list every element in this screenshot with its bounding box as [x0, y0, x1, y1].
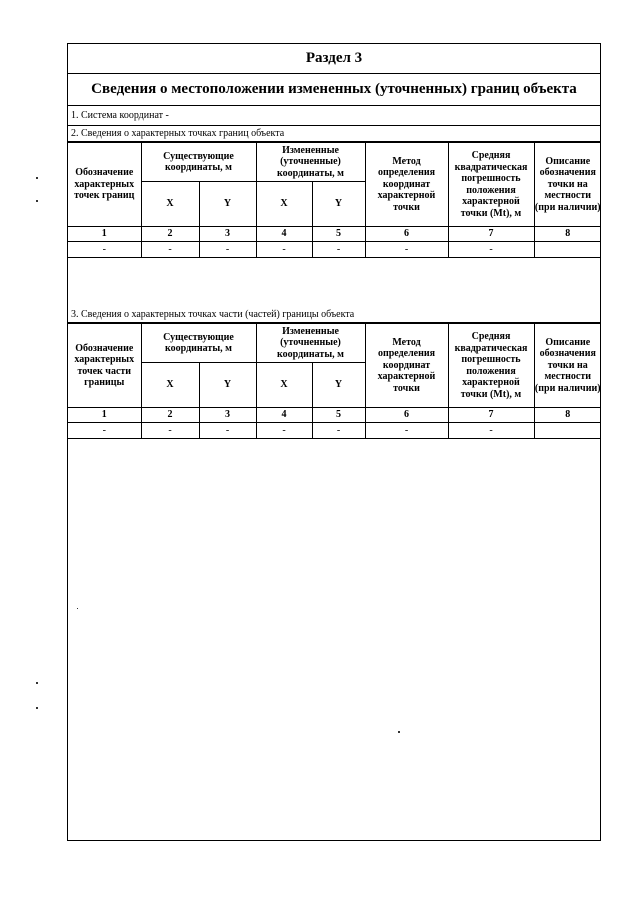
column-number: 8	[534, 408, 601, 423]
header-existing-coords: Существующие координаты, м	[141, 324, 256, 363]
table-cell: -	[312, 242, 365, 258]
column-number: 7	[448, 408, 534, 423]
header-method: Метод определения координат характерной точки	[365, 324, 448, 408]
column-number: 4	[256, 227, 312, 242]
header-method: Метод определения координат характерной точки	[365, 143, 448, 227]
scan-speck	[398, 731, 400, 733]
table-cell: -	[448, 242, 534, 258]
column-number: 3	[199, 408, 256, 423]
column-number: 5	[312, 408, 365, 423]
table-cell: -	[256, 423, 312, 439]
table-cell: -	[199, 242, 256, 258]
table-cell	[534, 242, 601, 258]
column-number: 1	[68, 227, 141, 242]
header-error: Средняя квадратическая погрешность положения характерной точки (Mt), м	[448, 143, 534, 227]
header-existing-coords: Существующие координаты, м	[141, 143, 256, 182]
column-number: 4	[256, 408, 312, 423]
section-title: Раздел 3	[68, 44, 600, 74]
scan-speck	[36, 177, 38, 179]
header-x-changed: X	[256, 363, 312, 408]
table-row	[68, 423, 601, 439]
section3-header: 3. Сведения о характерных точках части (частей) границы объекта	[68, 307, 600, 323]
scan-speck	[36, 682, 38, 684]
header-error: Средняя квадратическая погрешность положения характерной точки (Mt), м	[448, 324, 534, 408]
document-frame	[67, 43, 601, 841]
table-row	[68, 242, 601, 258]
table-cell: -	[141, 242, 199, 258]
table-cell: -	[199, 423, 256, 439]
column-number: 7	[448, 227, 534, 242]
column-number: 1	[68, 408, 141, 423]
table-cell: -	[365, 242, 448, 258]
scan-speck	[36, 200, 38, 202]
document-subtitle: Сведения о местоположении измененных (уточненных) границ объекта	[68, 74, 600, 106]
column-number: 3	[199, 227, 256, 242]
table-cell: -	[448, 423, 534, 439]
column-number: 5	[312, 227, 365, 242]
boundary-points-table	[68, 142, 601, 258]
table-cell: -	[312, 423, 365, 439]
table-cell: -	[68, 242, 141, 258]
part-boundary-points-table	[68, 323, 601, 439]
header-description: Описание обозначения точки на местности (при наличии)	[534, 324, 601, 408]
header-point-designation: Обозначение характерных точек границ	[68, 143, 141, 227]
coordinate-system-line: 1. Система координат -	[68, 106, 600, 126]
section2-header: 2. Сведения о характерных точках границ объекта	[68, 126, 600, 142]
column-number: 6	[365, 408, 448, 423]
table-cell	[534, 423, 601, 439]
table-cell: -	[256, 242, 312, 258]
scan-speck	[36, 707, 38, 709]
header-y-changed: Y	[312, 363, 365, 408]
header-x: X	[141, 363, 199, 408]
header-y: Y	[199, 182, 256, 227]
column-number-row	[68, 408, 601, 423]
header-description: Описание обозначения точки на местности (при наличии)	[534, 143, 601, 227]
header-y-changed: Y	[312, 182, 365, 227]
header-y: Y	[199, 363, 256, 408]
column-number: 8	[534, 227, 601, 242]
header-changed-coords: Измененные (уточненные) координаты, м	[256, 143, 365, 182]
column-number-row	[68, 227, 601, 242]
column-number: 6	[365, 227, 448, 242]
header-x: X	[141, 182, 199, 227]
table-cell: -	[365, 423, 448, 439]
table-cell: -	[141, 423, 199, 439]
column-number: 2	[141, 408, 199, 423]
header-changed-coords: Измененные (уточненные) координаты, м	[256, 324, 365, 363]
header-point-designation: Обозначение характерных точек части границы	[68, 324, 141, 408]
scan-speck	[77, 608, 78, 609]
column-number: 2	[141, 227, 199, 242]
table-cell: -	[68, 423, 141, 439]
header-x-changed: X	[256, 182, 312, 227]
